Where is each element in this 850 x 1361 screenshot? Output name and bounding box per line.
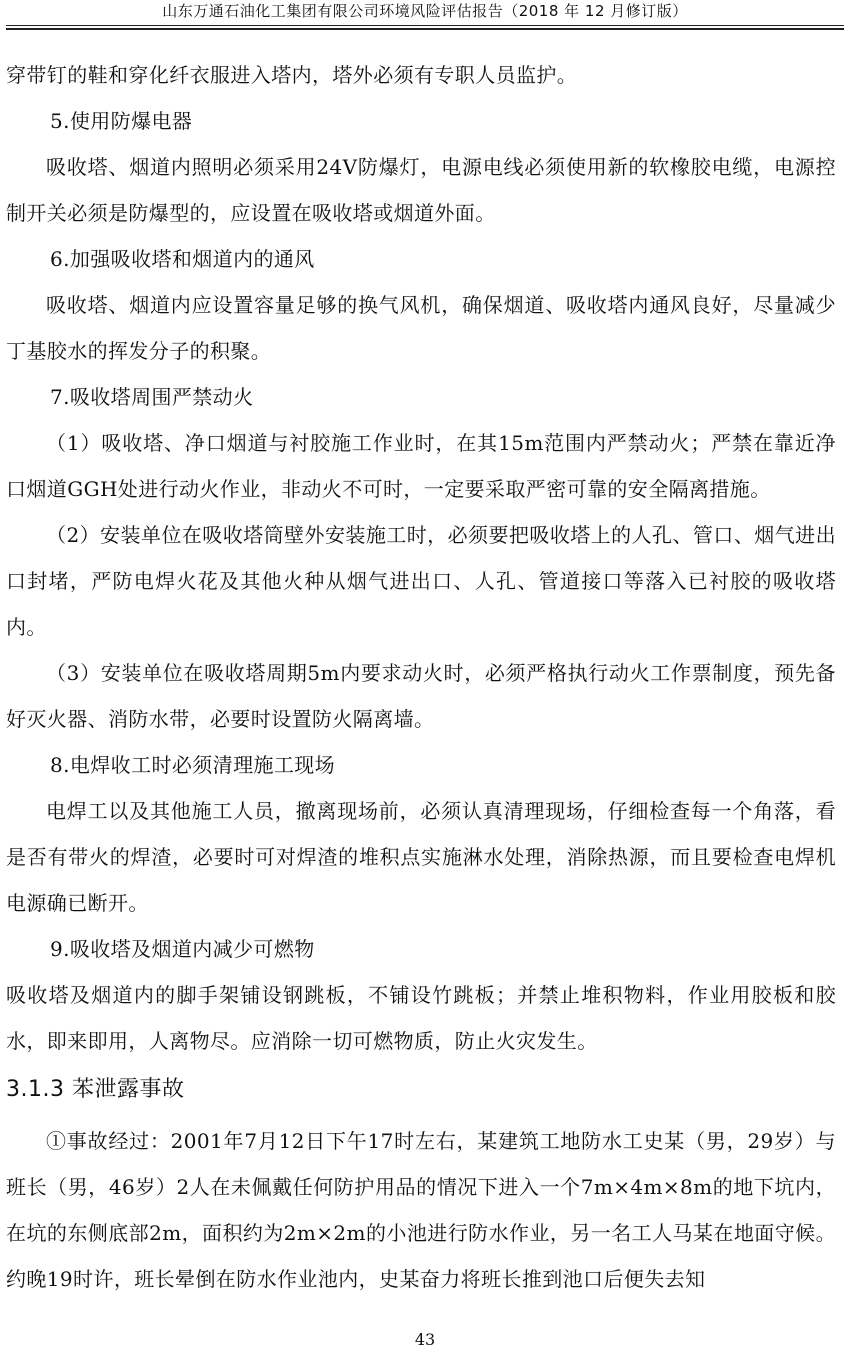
paragraph: 吸收塔及烟道内的脚手架铺设钢跳板，不铺设竹跳板；并禁止堆积物料，作业用胶板和胶水，即来即用，人离物尽。应消除一切可燃物质，防止火灾发生。 xyxy=(6,983,836,1053)
section-heading: 3.1.3 苯泄露事故 xyxy=(6,1077,185,1102)
item-heading-7: 7.吸收塔周围严禁动火 xyxy=(50,385,254,409)
paragraph: 吸收塔、烟道内照明必须采用24V防爆灯，电源电线必须使用新的软橡胶电缆，电源控制开关必须是防爆型的，应设置在吸收塔或烟道外面。 xyxy=(6,155,836,225)
page-body xyxy=(6,52,836,1302)
paragraph: 穿带钉的鞋和穿化纤衣服进入塔内，塔外必须有专职人员监护。 xyxy=(6,63,578,87)
paragraph: ①事故经过：2001年7月12日下午17时左右，某建筑工地防水工史某（男，29岁）与班长（男，46岁）2人在未佩戴任何防护用品的情况下进入一个7m×4m×8m的地下坑内，在坑的东侧底部2m，面积约为2m×2m的小池进行防水作业，另一名工人马某在地面守候。约晚19时许，班长晕倒在防水作业池内，史某奋力将班长推到池口后便失去知 xyxy=(6,1129,836,1291)
header-rule xyxy=(6,25,844,26)
page-number: 43 xyxy=(414,1330,436,1349)
item-heading-6: 6.加强吸收塔和烟道内的通风 xyxy=(50,247,315,271)
page-header: 山东万通石油化工集团有限公司环境风险评估报告（2018 年 12 月修订版） xyxy=(162,2,688,20)
item-heading-8: 8.电焊收工时必须清理施工现场 xyxy=(50,753,336,777)
paragraph: （3）安装单位在吸收塔周期5m内要求动火时，必须严格执行动火工作票制度，预先备好灭火器、消防水带，必要时设置防火隔离墙。 xyxy=(6,661,836,731)
item-heading-9: 9.吸收塔及烟道内减少可燃物 xyxy=(50,937,315,961)
paragraph: （2）安装单位在吸收塔筒壁外安装施工时，必须要把吸收塔上的人孔、管口、烟气进出口封堵，严防电焊火花及其他火种从烟气进出口、人孔、管道接口等落入已衬胶的吸收塔内。 xyxy=(6,523,836,639)
item-heading-5: 5.使用防爆电器 xyxy=(50,109,193,133)
paragraph: 吸收塔、烟道内应设置容量足够的换气风机，确保烟道、吸收塔内通风良好，尽量减少丁基胶水的挥发分子的积聚。 xyxy=(6,293,836,363)
header-rule-thick xyxy=(6,28,844,30)
paragraph: 电焊工以及其他施工人员，撤离现场前，必须认真清理现场，仔细检查每一个角落，看是否有带火的焊渣，必要时可对焊渣的堆积点实施淋水处理，消除热源，而且要检查电焊机电源确已断开。 xyxy=(6,799,836,915)
paragraph: （1）吸收塔、净口烟道与衬胶施工作业时，在其15m范围内严禁动火；严禁在靠近净口烟道GGH处进行动火作业，非动火不可时，一定要采取严密可靠的安全隔离措施。 xyxy=(6,431,836,501)
